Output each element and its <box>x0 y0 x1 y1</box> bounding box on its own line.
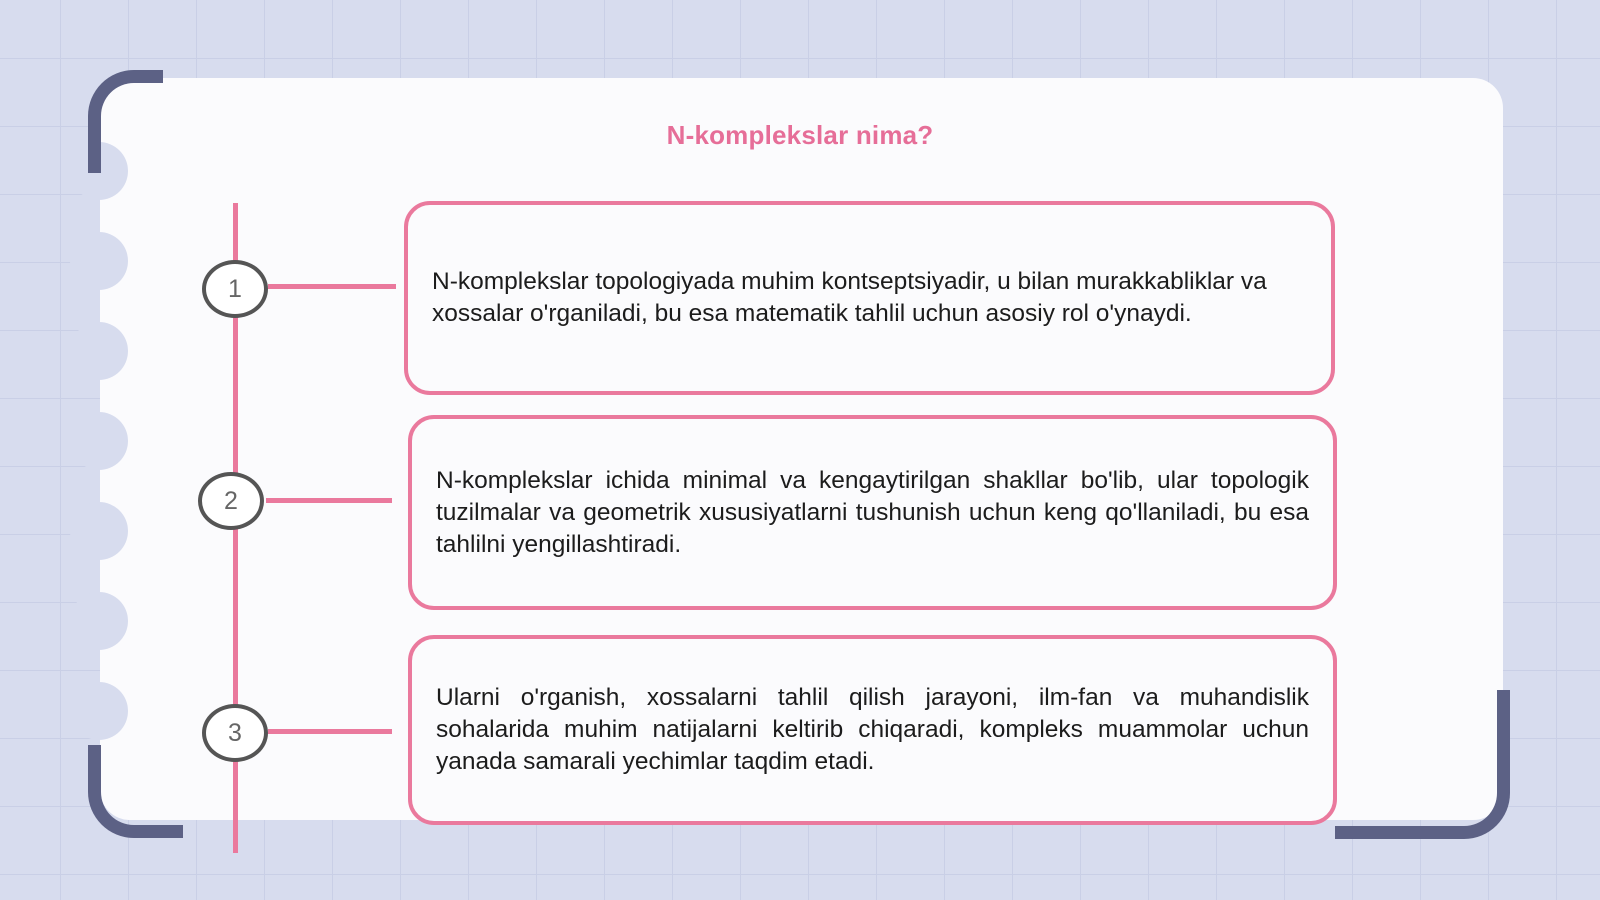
slide-title: N-komplekslar nima? <box>666 120 934 150</box>
connector-line-3 <box>268 729 392 734</box>
frame-corner-bottom-left <box>88 745 183 838</box>
paper-edge-scallop <box>70 502 128 560</box>
frame-corner-top-left <box>88 70 163 173</box>
info-card-3 <box>408 635 1337 825</box>
info-card-2 <box>408 415 1337 610</box>
info-card-text-2: N-komplekslar ichida minimal va kengaytirilgan shakllar bo'lib, ular topologik tuzilmalar va geometrik xususiyatlarni tushunish uchun keng qo'llaniladi, bu esa tahlilni yengillashtiradi. <box>436 466 1309 558</box>
paper-edge-scallop <box>70 682 128 740</box>
paper-edge-scallop <box>70 232 128 290</box>
info-card-1 <box>404 201 1335 395</box>
paper-edge-scallop <box>70 592 128 650</box>
step-number-3: 3 <box>202 704 268 762</box>
frame-corner-bottom-right <box>1335 690 1510 839</box>
connector-line-2 <box>266 498 392 503</box>
paper-edge-scallop <box>70 412 128 470</box>
step-number-1: 1 <box>202 260 268 318</box>
step-number-2: 2 <box>198 472 264 530</box>
info-card-text-1: N-komplekslar topologiyada muhim kontseptsiyadir, u bilan murakkabliklar va xossalar o'rganiladi, bu esa matematik tahlil uchun asosiy rol o'ynaydi. <box>432 268 1267 327</box>
connector-line-1 <box>268 284 396 289</box>
info-card-text-3: Ularni o'rganish, xossalarni tahlil qilish jarayoni, ilm-fan va muhandislik sohalarida muhim natijalarni keltirib chiqaradi, kompleks muammolar uchun yanada samarali yechimlar taqdim etadi. <box>436 684 1309 775</box>
paper-edge-scallop <box>70 322 128 380</box>
